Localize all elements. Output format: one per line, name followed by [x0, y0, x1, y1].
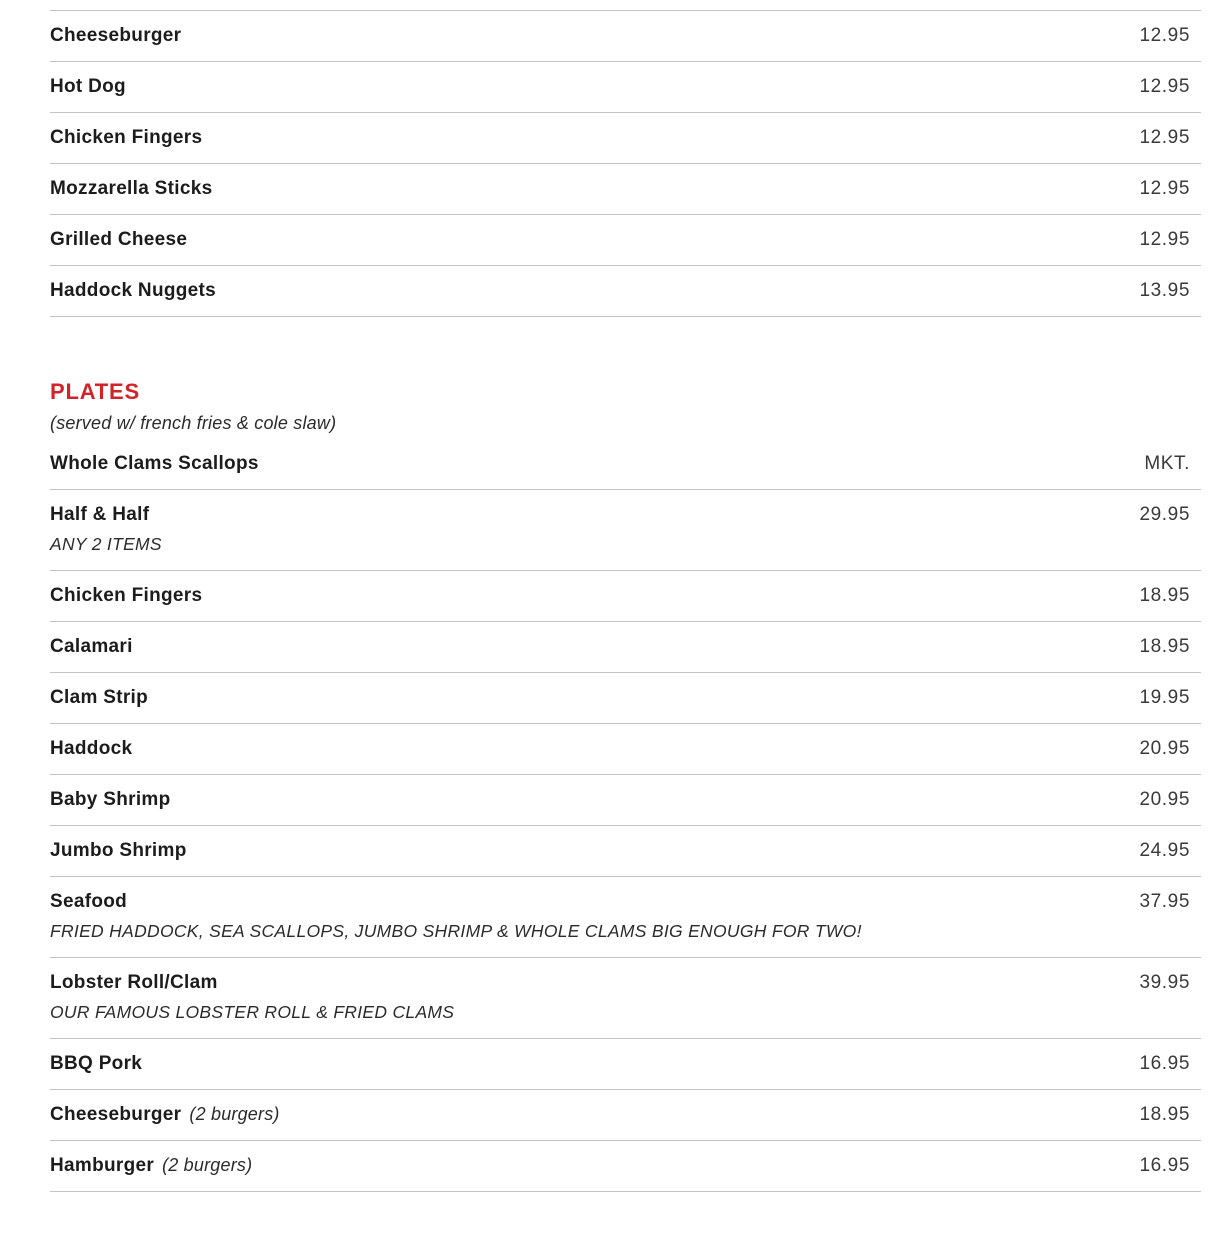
item-name-text: Chicken Fingers — [50, 127, 203, 148]
item-name-text: BBQ Pork — [50, 1053, 143, 1074]
menu-item-main — [50, 22, 1201, 49]
menu-item-main — [50, 73, 1201, 100]
item-price: 12.95 — [1139, 76, 1190, 97]
item-name — [50, 888, 127, 915]
item-price: 19.95 — [1139, 687, 1190, 708]
item-note: (2 burgers) — [189, 1104, 280, 1124]
item-price: 12.95 — [1139, 229, 1190, 250]
menu-item-main — [50, 786, 1201, 813]
item-name — [50, 175, 212, 202]
menu — [50, 10, 1201, 1192]
item-name — [50, 684, 148, 711]
menu-item-row — [50, 266, 1201, 317]
item-name-text: Jumbo Shrimp — [50, 840, 187, 861]
menu-item-row — [50, 877, 1201, 958]
menu-section-plates — [50, 379, 1201, 1192]
menu-item-main — [50, 684, 1201, 711]
menu-item-main — [50, 1101, 1201, 1128]
item-name — [50, 837, 187, 864]
item-name — [50, 1152, 252, 1179]
item-price: 16.95 — [1139, 1155, 1190, 1176]
menu-item-row — [50, 724, 1201, 775]
item-name — [50, 501, 149, 528]
item-description: FRIED HADDOCK, SEA SCALLOPS, JUMBO SHRIMP & WHOLE CLAMS BIG ENOUGH FOR TWO! — [50, 921, 862, 941]
menu-item-row — [50, 673, 1201, 724]
item-price: 12.95 — [1139, 127, 1190, 148]
item-name — [50, 22, 181, 49]
item-name-text: Mozzarella Sticks — [50, 178, 213, 199]
item-name — [50, 582, 202, 609]
item-price: 13.95 — [1139, 280, 1190, 301]
menu-item-row — [50, 11, 1201, 62]
item-name-text: Clam Strip — [50, 687, 149, 708]
item-note: (2 burgers) — [162, 1155, 253, 1175]
menu-item-main — [50, 1050, 1201, 1077]
item-name-text: Lobster Roll/Clam — [50, 972, 218, 993]
item-name — [50, 277, 216, 304]
item-description: ANY 2 ITEMS — [50, 534, 162, 554]
item-price: MKT. — [1144, 453, 1190, 474]
item-description: OUR FAMOUS LOBSTER ROLL & FRIED CLAMS — [50, 1002, 455, 1022]
item-name — [50, 124, 202, 151]
menu-item-main — [50, 175, 1201, 202]
item-name-text: Haddock Nuggets — [50, 280, 217, 301]
item-price: 24.95 — [1139, 840, 1190, 861]
item-name — [50, 633, 133, 660]
menu-item-main — [50, 735, 1201, 762]
item-price: 12.95 — [1139, 25, 1190, 46]
menu-item-row — [50, 622, 1201, 673]
menu-item-row — [50, 62, 1201, 113]
item-name-text: Calamari — [50, 636, 133, 657]
menu-item-row — [50, 826, 1201, 877]
item-name-text: Whole Clams Scallops — [50, 453, 259, 474]
item-name-text: Haddock — [50, 738, 133, 759]
item-name-text: Seafood — [50, 891, 128, 912]
menu-item-main — [50, 226, 1201, 253]
section-header: PLATES — [50, 379, 140, 404]
item-name — [50, 786, 171, 813]
menu-item-main — [50, 450, 1201, 477]
menu-section-upper — [50, 10, 1201, 317]
item-name — [50, 1101, 280, 1128]
item-name-text: Cheeseburger — [50, 1104, 182, 1125]
menu-page — [0, 10, 1230, 1237]
item-name-text: Chicken Fingers — [50, 585, 203, 606]
menu-item-main — [50, 501, 1201, 528]
menu-item-row — [50, 215, 1201, 266]
item-name — [50, 1050, 142, 1077]
menu-item-row — [50, 1090, 1201, 1141]
item-price: 18.95 — [1139, 585, 1190, 606]
item-price: 16.95 — [1139, 1053, 1190, 1074]
menu-item-row — [50, 113, 1201, 164]
menu-item-main — [50, 633, 1201, 660]
item-price: 12.95 — [1139, 178, 1190, 199]
menu-item-row — [50, 571, 1201, 622]
item-name — [50, 735, 132, 762]
section-subtitle: (served w/ french fries & cole slaw) — [50, 413, 337, 433]
menu-item-main — [50, 837, 1201, 864]
menu-item-row — [50, 775, 1201, 826]
item-name — [50, 226, 187, 253]
menu-item-row — [50, 958, 1201, 1039]
item-price: 29.95 — [1139, 504, 1190, 525]
item-name-text: Half & Half — [50, 504, 150, 525]
menu-item-row — [50, 1141, 1201, 1192]
menu-item-main — [50, 1152, 1201, 1179]
item-name-text: Grilled Cheese — [50, 229, 188, 250]
menu-item-row — [50, 490, 1201, 571]
item-price: 18.95 — [1139, 636, 1190, 657]
menu-item-main — [50, 582, 1201, 609]
menu-item-main — [50, 277, 1201, 304]
menu-item-row — [50, 164, 1201, 215]
item-price: 39.95 — [1139, 972, 1190, 993]
section-gap — [50, 317, 1201, 379]
menu-item-main — [50, 124, 1201, 151]
item-name-text: Hamburger — [50, 1155, 155, 1176]
menu-item-row — [50, 1039, 1201, 1090]
menu-item-row — [50, 439, 1201, 490]
item-name-text: Baby Shrimp — [50, 789, 171, 810]
item-name-text: Hot Dog — [50, 76, 126, 97]
item-price: 37.95 — [1139, 891, 1190, 912]
item-price: 20.95 — [1139, 789, 1190, 810]
item-name — [50, 73, 126, 100]
item-price: 20.95 — [1139, 738, 1190, 759]
item-name-text: Cheeseburger — [50, 25, 182, 46]
menu-item-main — [50, 888, 1201, 915]
item-name — [50, 450, 259, 477]
item-name — [50, 969, 218, 996]
menu-item-main — [50, 969, 1201, 996]
item-price: 18.95 — [1139, 1104, 1190, 1125]
